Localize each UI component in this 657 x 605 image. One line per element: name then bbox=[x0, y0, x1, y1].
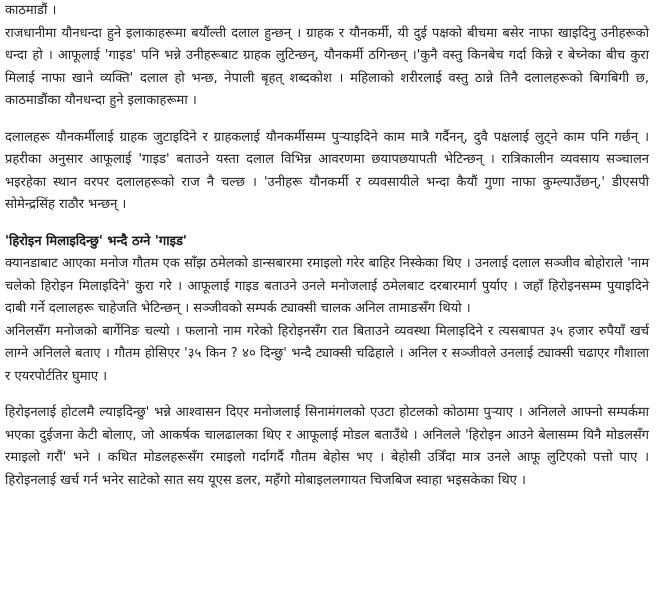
article-paragraph-2: दलालहरू यौनकर्मीलाई ग्राहक जुटाइदिने र ग्राहकलाई यौनकर्मीसम्म पुऱ्याइदिने काम मात्रै गर्दैनन्, दुवै पक्षलाई लुट्ने काम पनि गर्छन् । प्रहरीका अनुसार आफूलाई 'गाइड' बताउने यस्ता दलाल विभिन्न आवरणमा छयापछयापती भेटिन्छन् । रात्रिकालीन व्यवसाय सञ्चालन भइरहेका स्थान वरपर दलालहरूको राज नै चल्छ । 'उनीहरू यौनकर्मी र व्यवसायीले भन्दा कैयौं गुणा नाफा कुम्ल्याउँछन्,' डीएसपी सोमेन्द्रसिंह राठौर भन्छन् । bbox=[5, 129, 649, 212]
paragraph-gap bbox=[5, 113, 649, 127]
paragraph-gap bbox=[5, 217, 649, 231]
article-paragraph-5: हिरोइनलाई होटलमै ल्याइदिन्छु' भन्ने आश्वासन दिएर मनोजलाई सिनामंगलको एउटा होटलको कोठामा पुऱ्याए । अनिलले आफ्नो सम्पर्कमा भएका दुईजना केटी बोलाए, जो आकर्षक चालढालका थिए र आफूलाई मोडल बताउँथे । अनिलले 'हिरोइन आउने बेलासम्म यिनै मोडलसँग रमाइलो गरौं' भने । कथित मोडलहरूसँग रमाइलो गर्दागर्दै गौतम बेहोस भए । बेहोसी उत्रिँदा मात्र उनले आफू लुटिएको पत्तो पाए । हिरोइनलाई खर्च गर्न भनेर साटेको सात सय यूएस डलर, महँगो मोबाइललगायत चिजबिज स्वाहा भइसकेका थिए । bbox=[5, 405, 649, 488]
intro-fragment: काठमाडौं । bbox=[5, 3, 57, 18]
section-subheading: 'हिरोइन मिलाइदिन्छु' भन्दै ठग्ने 'गाइड' bbox=[5, 233, 187, 249]
article-paragraph-1: राजधानीमा यौनधन्दा हुने इलाकाहरूमा बयौंल्ती दलाल हुन्छन् । ग्राहक र यौनकर्मी, यी दुई पक्षको बीचमा बसेर नाफा खाइदिनु उनीहरूको धन्दा हो । आफूलाई 'गाइड' पनि भन्ने उनीहरूबाट ग्राहक लुटिन्छन्, यौनकर्मी ठगिन्छन् ।'कुनै वस्तु किनबेच गर्दा किन्ने र बेच्नेका बीच कुरा मिलाई नाफा खाने व्यक्ति' दलाल हो भन्छ, नेपाली बृहत् शब्दकोश । महिलाको शरीरलाई वस्तु ठान्ने तिनै दलालहरूको बिगबिगी छ, काठमाडौंका यौनधन्दा हुने इलाकाहरूमा । bbox=[5, 25, 649, 108]
article-paragraph-3: क्यानडाबाट आएका मनोज गौतम एक साँझ ठमेलको डान्सबारमा रमाइलो गरेर बाहिर निस्केका थिए । उनलाई दलाल सञ्जीव बोहोराले 'नाम चलेको हिरोइन मिलाइदिने' कुरा गरे । आफूलाई गाइड बताउने उनले मनोजलाई ठमेलबाट दरबारमार्ग पुर्याए । जहाँ हिरोइनसम्म पुयाइदिने दाबी गर्ने दलालहरू चाहेजति भेटिन्छन् । सञ्जीवको सम्पर्क ट्याक्सी चालक अनिल तामाङसँग थियो । bbox=[5, 256, 649, 316]
article-paragraph-4: अनिलसँग मनोजको बार्गेनिङ चल्यो । फलानो नाम गरेको हिरोइनसँग रात बिताउने व्यवस्था मिलाइदिने र त्यसबापत ३५ हजार रुपैयाँ खर्च लाग्ने अनिलले बताए । गौतम होसिएर '३५ किन ? ४० दिन्छु' भन्दै ट्याक्सी चढिहाले । अनिल र सञ्जीवले उनलाई ट्याक्सी चढाएर गौशाला र एयरपोर्टतिर घुमाए । bbox=[5, 323, 649, 384]
paragraph-gap bbox=[5, 388, 649, 402]
